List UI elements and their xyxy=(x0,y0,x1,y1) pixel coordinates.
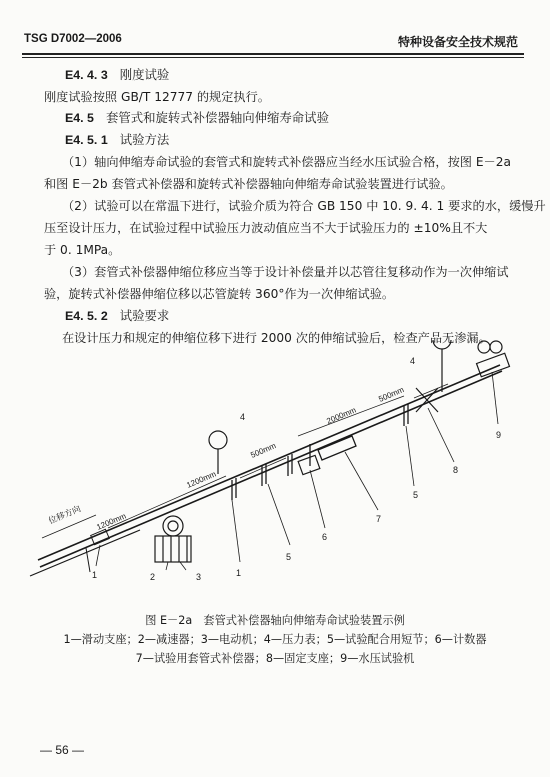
main-pipe xyxy=(38,365,502,567)
counter xyxy=(298,455,320,474)
header-doc-code: TSG D7002—2006 xyxy=(24,33,122,45)
heading-e451: E4. 5. 1 试验方法 xyxy=(65,132,170,147)
dim-1200mm-upper: 1200mm xyxy=(185,469,218,490)
figure-legend-line-1: 1—滑动支座；2—减速器；3—电动机；4—压力表；5—试验配合用短节；6—计数器 xyxy=(63,633,487,646)
paragraph-line: 压至设计压力，在试验过程中试验压力波动值应当不大于试验压力的 ±10%且不大 xyxy=(44,221,488,235)
test-rig-diagram xyxy=(0,340,550,600)
callout-5-right: 5 xyxy=(413,490,419,500)
paragraph-line: （1）轴向伸缩寿命试验的套管式和旋转式补偿器应当经水压试验合格，按图 E－2a xyxy=(62,155,511,169)
pressure-gauge-right xyxy=(433,340,451,392)
dim-500mm-left: 500mm xyxy=(249,441,278,460)
paragraph-line: 验，旋转式补偿器伸缩位移以芯管旋转 360°作为一次伸缩试验。 xyxy=(44,287,395,301)
paragraph-line: 于 0. 1MPa。 xyxy=(44,243,121,257)
paragraph-e452: 在设计压力和规定的伸缩位移下进行 2000 次的伸缩试验后，检查产品无渗漏。 xyxy=(62,331,491,345)
callout-7: 7 xyxy=(376,514,382,524)
callout-6: 6 xyxy=(322,532,328,542)
callout-3: 3 xyxy=(196,572,202,582)
leader-lines xyxy=(96,372,498,570)
header-rule-thin xyxy=(22,57,524,58)
figure-caption: 图 E－2a 套管式补偿器轴向伸缩寿命试验装置示例 xyxy=(145,614,405,627)
page-number: — 56 — xyxy=(40,743,85,757)
dim-500mm-right: 500mm xyxy=(377,385,406,404)
paragraph-line: 和图 E－2b 套管式补偿器和旋转式补偿器轴向伸缩寿命试验装置进行试验。 xyxy=(44,177,453,191)
callout-2: 2 xyxy=(150,572,156,582)
callout-9: 9 xyxy=(496,430,502,440)
ground-line xyxy=(30,530,140,576)
callout-4-right: 4 xyxy=(410,356,416,366)
hydrostatic-test-machine xyxy=(477,341,510,377)
header-rule-thick xyxy=(22,53,524,55)
dim-2000mm: 2000mm xyxy=(325,405,358,426)
dim-1200mm-lower: 1200mm xyxy=(95,511,128,532)
callout-1-right: 1 xyxy=(236,568,242,578)
heading-e45: E4. 5 套管式和旋转式补偿器轴向伸缩寿命试验 xyxy=(65,110,329,125)
displacement-direction-label: 位移方向 xyxy=(46,503,83,526)
pressure-gauge-left xyxy=(209,431,227,474)
paragraph-line: （2）试验可以在常温下进行，试验介质为符合 GB 150 中 10. 9. 4. 1 要求的水，缓慢升 xyxy=(62,199,546,213)
gear-reducer xyxy=(163,516,183,536)
callout-8: 8 xyxy=(453,465,459,475)
header-doc-title: 特种设备安全技术规范 xyxy=(397,35,518,49)
paragraph-line: （3）套管式补偿器伸缩位移应当等于设计补偿量并以芯管往复移动作为一次伸缩试 xyxy=(62,265,509,279)
heading-e443: E4. 4. 3 刚度试验 xyxy=(65,67,170,82)
paragraph-e443: 刚度试验按照 GB/T 12777 的规定执行。 xyxy=(44,90,270,104)
callout-5-left: 5 xyxy=(286,552,292,562)
callout-1-left: 1 xyxy=(92,570,98,580)
dimension-lines xyxy=(42,384,448,538)
electric-motor xyxy=(155,536,191,562)
figure-legend-line-2: 7—试验用套管式补偿器；8—固定支座；9—水压试验机 xyxy=(135,652,415,665)
callout-4-left: 4 xyxy=(240,412,246,422)
heading-e452: E4. 5. 2 试验要求 xyxy=(65,308,170,323)
